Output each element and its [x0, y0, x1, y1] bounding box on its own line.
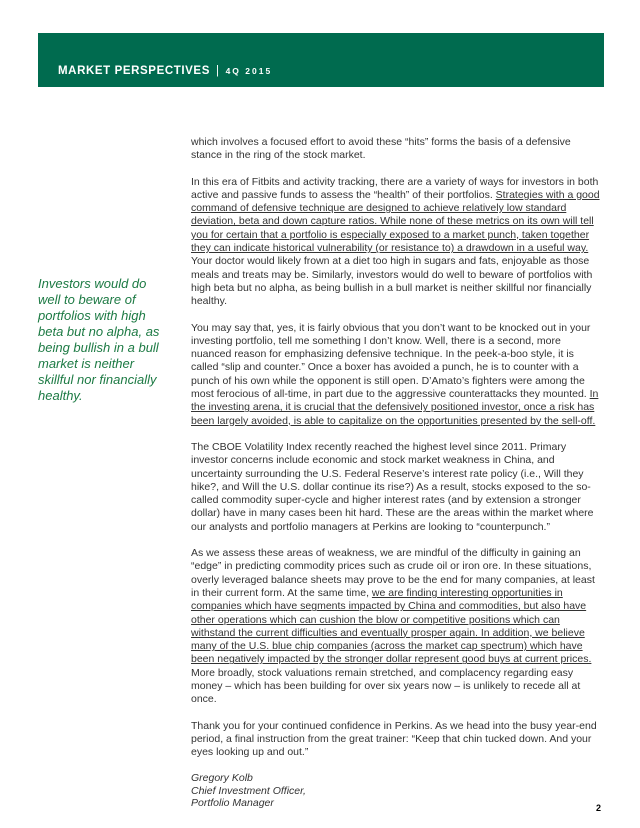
paragraph-5-text-end: More broadly, stock valuations remain stretched, and complacency regarding easy money – which has been building for over six years now – is unlikely to recede all at once. — [191, 666, 581, 706]
issue-label: 4Q 2015 — [225, 66, 273, 76]
paragraph-1: which involves a focused effort to avoid these “hits” forms the basis of a defensive stance in the ring of the stock market. — [191, 136, 571, 162]
signature-block — [191, 772, 604, 810]
paragraph-2-text: In this era of Fitbits and activity tracking, there are a variety of ways for investors in both active and passive funds to assess the “health” of their portfolios. — [191, 175, 599, 201]
header-band — [38, 33, 604, 87]
paragraph-3 — [191, 322, 604, 428]
paragraph-2 — [191, 176, 604, 309]
paragraph-4: The CBOE Volatility Index recently reached the highest level since 2011. Primary investor concerns include economic and stock market weakness in China, and uncertainty surrounding the U.S. Federal Reserve’s interest rate policy (i.e., Will they hike?, and Will the U.S. dollar continue its rise?) As a result, stocks exposed to the so-called commodity super-cycle and higher interest rates (and by extension a stronger dollar) have in many cases been hit hard. These are the areas within the market where our analysts and portfolio managers at Perkins are looking to “counterpunch.” — [191, 440, 594, 533]
paragraph-2-text-end: Your doctor would likely frown at a diet too high in sugars and fats, enjoyable as those meals and treats may be. Similarly, investors would do well to beware of portfolios with high beta but no alpha, as being bullish in a bull market is neither skillful nor financially healthy. — [191, 255, 593, 308]
signature-title-2: Portfolio Manager — [191, 797, 274, 810]
signature-title-1: Chief Investment Officer, — [191, 784, 306, 797]
publication-title: MARKET PERSPECTIVES — [58, 65, 210, 77]
paragraph-5-emphasis: we are finding interesting opportunities in companies which have segments impacted by China and commodities, but also have other operations which can cushion the blow or competitive positions which can withstand the current difficulties and eventually prosper again. In addition, we believe many of the U.S. blue chip companies (across the market cap spectrum) which have been negatively impacted by the stronger dollar represent good buys at current prices. — [191, 586, 592, 666]
paragraph-6: Thank you for your continued confidence in Perkins. As we head into the busy year-end period, a final instruction from the great trainer: “Keep that chin tucked down. And your eyes looking up and out.” — [191, 719, 597, 759]
paragraph-5-text: As we assess these areas of weakness, we are mindful of the difficulty in gaining an “edge” in predicting commodity prices such as crude oil or iron ore. In these situations, overly leveraged balance sheets may prove to be the end for many companies, at least in their current form. At the same time, — [191, 547, 595, 599]
body-column — [191, 136, 604, 810]
paragraph-2-emphasis: Strategies with a good command of defensive technique are designed to achieve relatively low standard deviation, beta and down capture ratios. While none of these metrics on its own will tell you for certain that a portfolio is especially exposed to a market punch, taken together they can indicate historical vulnerability (or resistance to) a drawdown in a useful way. — [191, 188, 600, 255]
pull-quote: Investors would do well to beware of portfolios with high beta but no alpha, as being bullish in a bull market is neither skillful nor financially healthy. — [38, 276, 160, 403]
title-separator: | — [215, 65, 220, 77]
signature-name: Gregory Kolb — [191, 772, 253, 785]
header-title — [58, 65, 272, 77]
page-number: 2 — [596, 803, 602, 813]
paragraph-3-text: You may say that, yes, it is fairly obvious that you don’t want to be knocked out in your investing portfolio, tell me something I don’t know. Well, there is a second, more nuanced reason for emphasizing defensive technique. In the peek-a-boo style, it is called “slip and counter.” Once a boxer has avoided a punch, he is to counter with a punch of his own while the opponent is still open. D’Amato’s fighters were among the most ferocious of all-time, in part due to the aggressive counterattacks they mounted. — [191, 321, 591, 401]
paragraph-5 — [191, 547, 604, 707]
paragraph-3-emphasis: In the investing arena, it is crucial that the defensively positioned investor, once a risk has been largely avoided, is able to capitalize on the opportunities presented by the sell-off. — [191, 388, 599, 427]
